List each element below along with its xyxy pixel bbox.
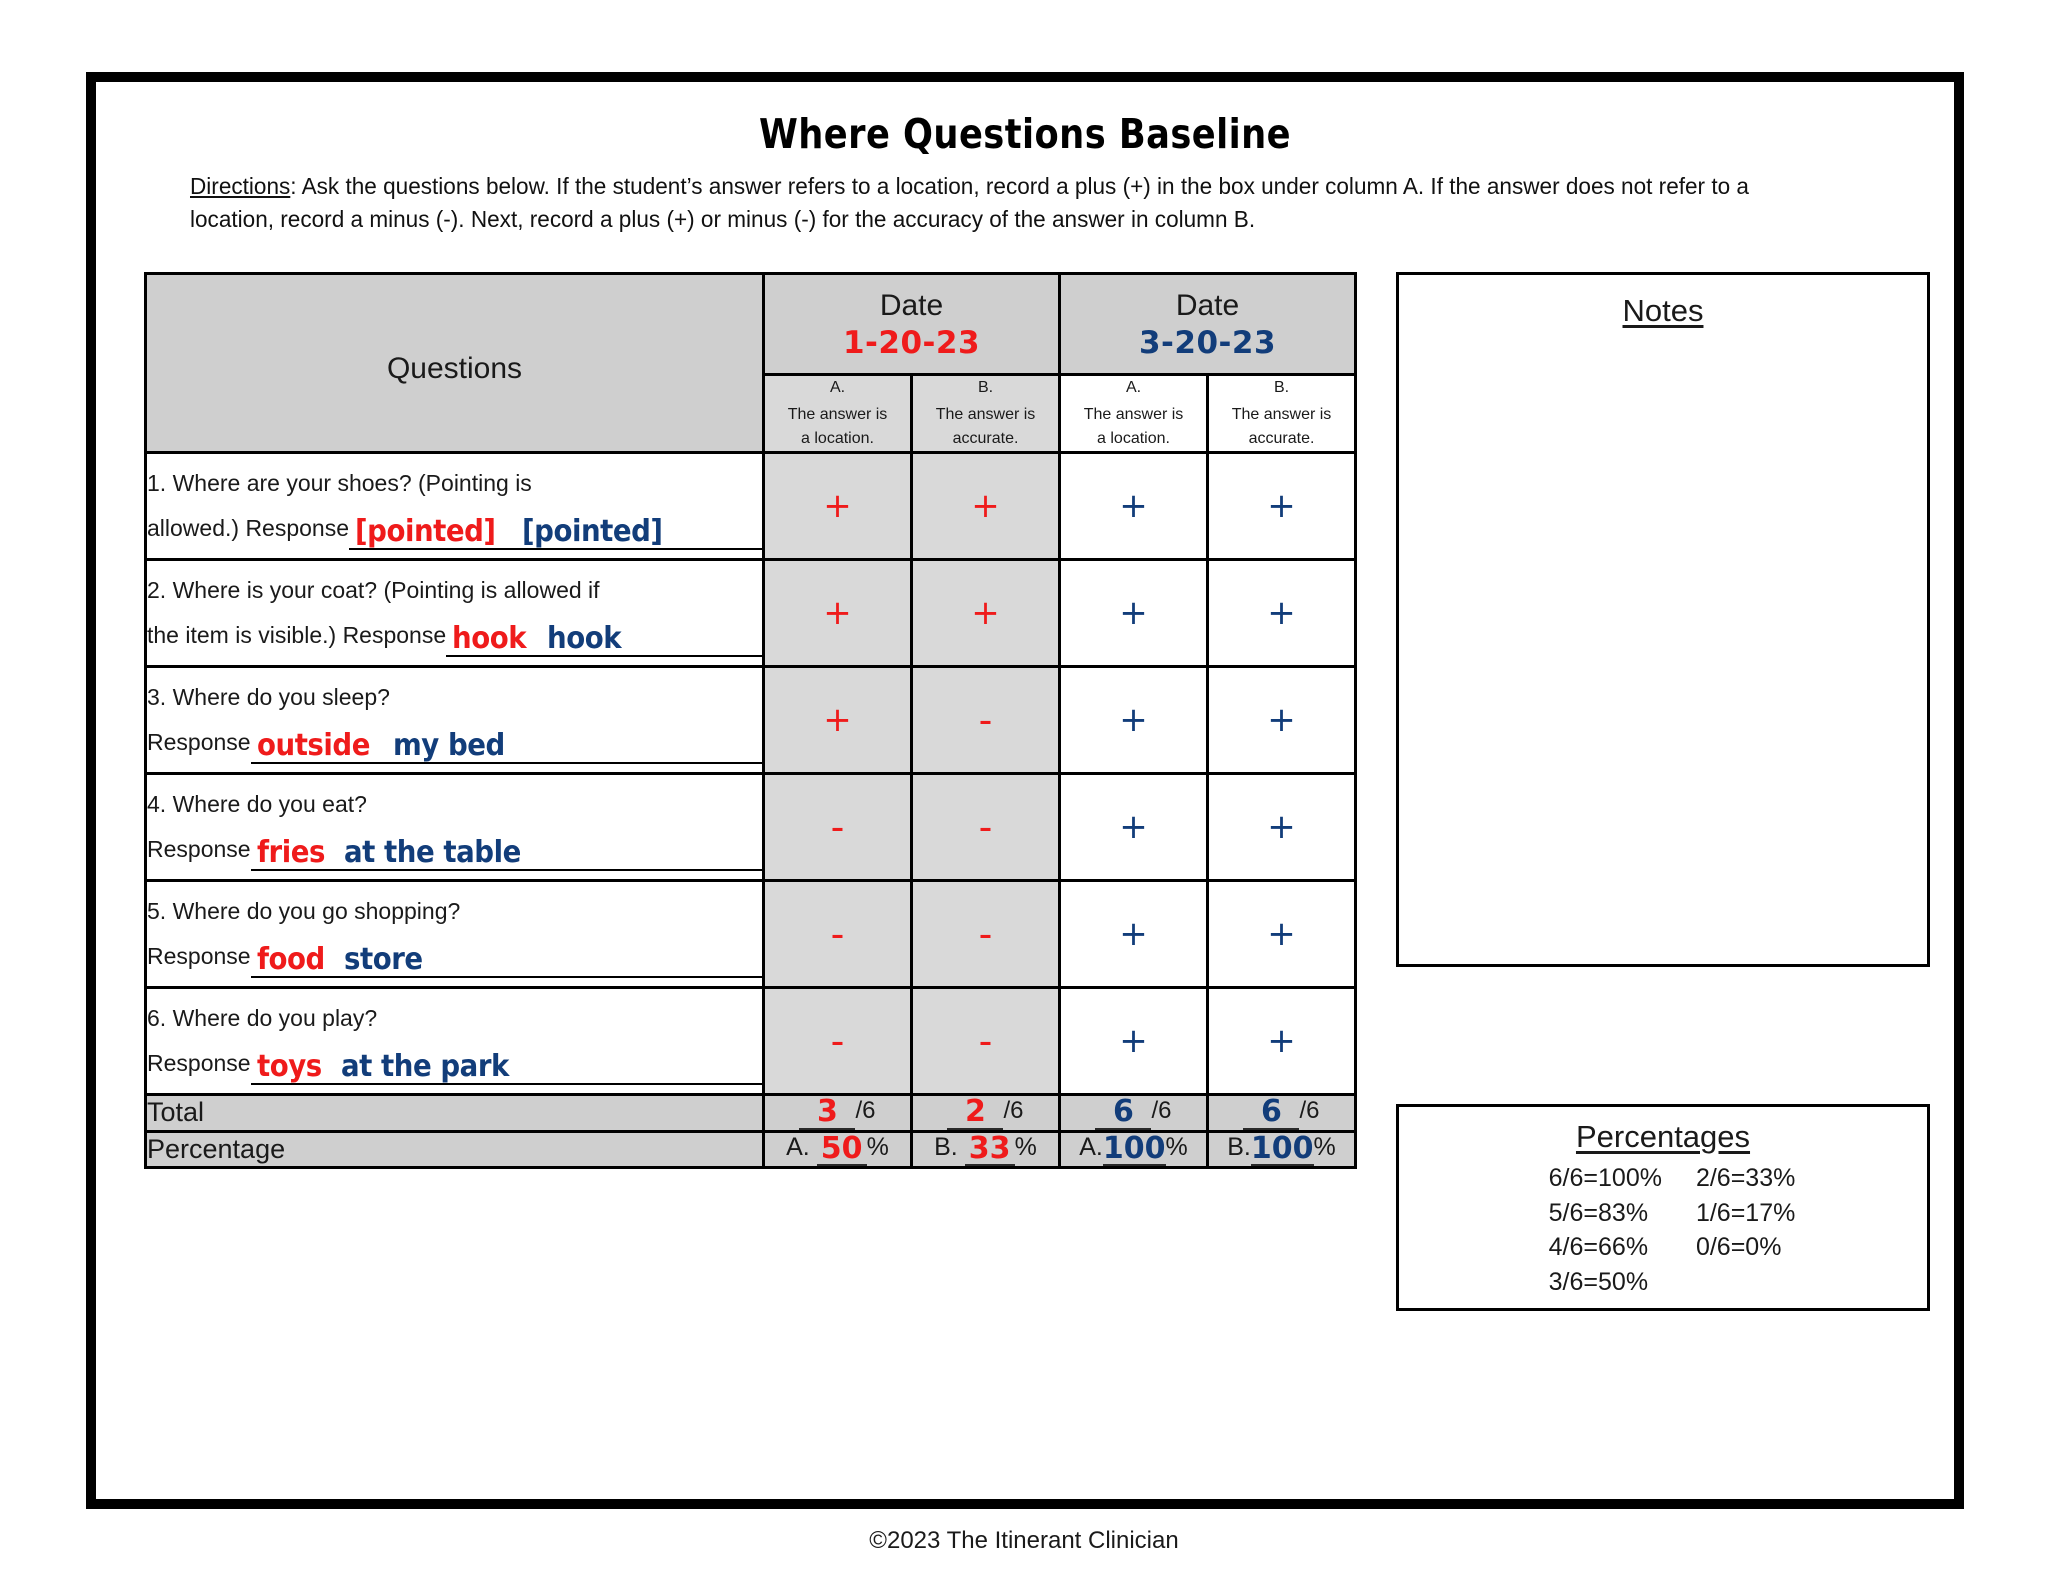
question-cell-6 [146,988,764,1095]
response-field-4[interactable] [251,834,762,871]
response-label-1: Response [245,515,350,541]
response-red-6[interactable]: toys [256,1048,322,1084]
mark-r3-c2[interactable]: - [912,667,1060,774]
percentage-suffix-1: % [866,1132,889,1161]
subheader-col-b2 [1208,375,1356,453]
question-text-5-line1: 5. Where do you go shopping? [147,898,461,925]
percentages-key-item: 2/6=33% [1695,1164,1796,1192]
percentage-cell-3[interactable] [1060,1131,1208,1168]
percentage-suffix-4: % [1313,1132,1336,1161]
subheader-letter-a1: A. [829,379,846,396]
header-date-label-2: Date [1175,289,1240,322]
mark-r5-c4[interactable]: + [1208,881,1356,988]
total-value-4[interactable]: 6 [1243,1096,1299,1130]
mark-r1-c1[interactable]: + [764,453,912,560]
percentage-prefix-4: B. [1227,1132,1251,1161]
total-cell-4[interactable] [1208,1095,1356,1132]
notes-panel[interactable] [1396,272,1930,967]
response-field-5[interactable] [251,941,762,978]
response-red-1[interactable]: [pointed] [355,513,496,549]
subheader-line2-a2: a location. [1097,430,1170,447]
percentages-key-columns [1399,1155,1927,1299]
question-text-6-line1: 6. Where do you play? [147,1005,378,1032]
percentage-value-3[interactable]: 100 [1102,1130,1166,1166]
response-blue-2[interactable]: hook [546,620,621,656]
subheader-line1-b2: The answer is [1231,406,1332,423]
mark-r2-c3[interactable]: + [1060,560,1208,667]
total-cell-3[interactable] [1060,1095,1208,1132]
response-label-2: Response [342,622,447,648]
response-red-2[interactable]: hook [452,620,527,656]
response-blue-1[interactable]: [pointed] [521,513,663,549]
question-text-1-line1: 1. Where are your shoes? (Pointing is [147,470,532,497]
question-text-1-line2: allowed.) [147,515,240,541]
mark-r4-c2[interactable]: - [912,774,1060,881]
percentages-key-title: Percentages [1575,1119,1751,1154]
total-label: Total [146,1095,764,1132]
percentage-suffix-2: % [1014,1132,1037,1161]
mark-r1-c2[interactable]: + [912,453,1060,560]
response-red-3[interactable]: outside [256,727,370,763]
response-blue-3[interactable]: my bed [393,727,506,763]
subheader-col-a2 [1060,375,1208,453]
response-blue-5[interactable]: store [344,941,423,977]
response-field-6[interactable] [251,1048,762,1085]
header-date-cell-1[interactable] [764,274,1060,375]
response-field-3[interactable] [251,727,762,764]
total-denom-4: /6 [1299,1097,1320,1124]
date-value-2[interactable]: 3-20-23 [1138,325,1277,361]
percentage-cell-1[interactable] [764,1131,912,1168]
mark-r2-c1[interactable]: + [764,560,912,667]
percentages-key-column-right [1696,1161,1795,1299]
total-denom-2: /6 [1003,1097,1024,1124]
mark-r1-c3[interactable]: + [1060,453,1208,560]
percentages-key-item: 4/6=66% [1548,1233,1649,1261]
percentage-value-4[interactable]: 100 [1250,1130,1314,1166]
question-cell-2 [146,560,764,667]
data-collection-table [144,272,1357,1169]
response-label-6: Response [147,1050,251,1076]
table-row [146,881,1356,988]
percentages-key-item: 1/6=17% [1695,1198,1796,1227]
mark-r6-c3[interactable]: + [1060,988,1208,1095]
mark-r5-c2[interactable]: - [912,881,1060,988]
table-row [146,667,1356,774]
total-value-2[interactable]: 2 [947,1096,1003,1130]
subheader-line1-a1: The answer is [787,406,888,423]
mark-r3-c1[interactable]: + [764,667,912,774]
question-cell-5 [146,881,764,988]
table-row [146,560,1356,667]
subheader-line2-b2: accurate. [1248,430,1315,447]
total-cell-1[interactable] [764,1095,912,1132]
percentage-prefix-1: A. [786,1132,810,1161]
total-value-3[interactable]: 6 [1095,1096,1151,1130]
subheader-line1-a2: The answer is [1083,406,1184,423]
percentages-key-column-left [1549,1161,1662,1299]
question-text-2-line1: 2. Where is your coat? (Pointing is allowed if [147,577,600,604]
mark-r1-c4[interactable]: + [1208,453,1356,560]
subheader-letter-b2: B. [1273,379,1290,396]
mark-r6-c4[interactable]: + [1208,988,1356,1095]
mark-r5-c1[interactable]: - [764,881,912,988]
response-label-5: Response [147,943,251,969]
question-cell-3 [146,667,764,774]
question-text-2-line2: the item is visible.) [147,622,337,648]
subheader-letter-b1: B. [977,379,994,396]
percentages-key-panel [1396,1104,1930,1311]
question-cell-1 [146,453,764,560]
percentage-value-2[interactable]: 33 [965,1133,1015,1167]
mark-r3-c3[interactable]: + [1060,667,1208,774]
percentage-suffix-3: % [1165,1132,1188,1161]
mark-r3-c4[interactable]: + [1208,667,1356,774]
table-header-row [146,274,1356,375]
percentage-row [146,1131,1356,1168]
response-blue-4[interactable]: at the table [344,834,522,870]
subheader-col-b1 [912,375,1060,453]
subheader-line1-b1: The answer is [935,406,1036,423]
subheader-line2-b1: accurate. [952,430,1019,447]
header-questions-label: Questions [386,352,523,385]
percentage-value-1[interactable]: 50 [817,1133,867,1167]
question-text-3-line1: 3. Where do you sleep? [147,684,390,711]
percentage-cell-4[interactable] [1208,1131,1356,1168]
subheader-line2-a1: a location. [801,430,874,447]
response-label-3: Response [147,729,251,755]
percentage-prefix-2: B. [934,1132,958,1161]
percentage-prefix-3: A. [1079,1132,1103,1161]
header-questions-cell [146,274,764,453]
response-red-4[interactable]: fries [256,834,325,870]
mark-r6-c2[interactable]: - [912,988,1060,1095]
table-row [146,774,1356,881]
response-red-5[interactable]: food [256,941,325,977]
percentages-key-item: 6/6=100% [1548,1164,1662,1192]
percentages-key-item: 0/6=0% [1695,1233,1782,1261]
percentages-key-item: 3/6=50% [1548,1267,1649,1296]
question-text-4-line1: 4. Where do you eat? [147,791,367,818]
total-denom-3: /6 [1151,1097,1172,1124]
percentages-key-item: 5/6=83% [1548,1198,1649,1227]
subheader-col-a1 [764,375,912,453]
total-row [146,1095,1356,1132]
copyright-footer: ©2023 The Itinerant Clinician [869,1527,1179,1554]
mark-r4-c1[interactable]: - [764,774,912,881]
date-value-1[interactable]: 1-20-23 [842,325,981,361]
header-date-cell-2[interactable] [1060,274,1356,375]
directions-text [190,170,1803,237]
directions-body: : Ask the questions below. If the student’s answer refers to a location, record a plus (+) in the box under column A. If the answer does not refer to a location, record a minus (-). Next, record a plus (+) or minus (-) for the accuracy of the answer in column B. [190,173,1749,233]
mark-r4-c4[interactable]: + [1208,774,1356,881]
header-date-label-1: Date [879,289,944,322]
mark-r6-c1[interactable]: - [764,988,912,1095]
response-field-1[interactable] [349,513,762,550]
response-field-2[interactable] [446,620,762,657]
question-cell-4 [146,774,764,881]
percentage-label: Percentage [146,1131,764,1168]
total-value-1[interactable]: 3 [799,1096,855,1130]
table-row [146,988,1356,1095]
mark-r2-c2[interactable]: + [912,560,1060,667]
mark-r5-c3[interactable]: + [1060,881,1208,988]
sheet-frame [86,72,1964,1509]
total-denom-1: /6 [855,1097,876,1124]
percentage-cell-2[interactable] [912,1131,1060,1168]
mark-r2-c4[interactable]: + [1208,560,1356,667]
page-title: Where Questions Baseline [758,110,1292,158]
mark-r4-c3[interactable]: + [1060,774,1208,881]
total-cell-2[interactable] [912,1095,1060,1132]
subheader-letter-a2: A. [1125,379,1142,396]
response-label-4: Response [147,836,251,862]
response-blue-6[interactable]: at the park [340,1048,509,1084]
table-row [146,453,1356,560]
directions-label: Directions [190,173,291,199]
notes-title: Notes [1622,293,1704,328]
